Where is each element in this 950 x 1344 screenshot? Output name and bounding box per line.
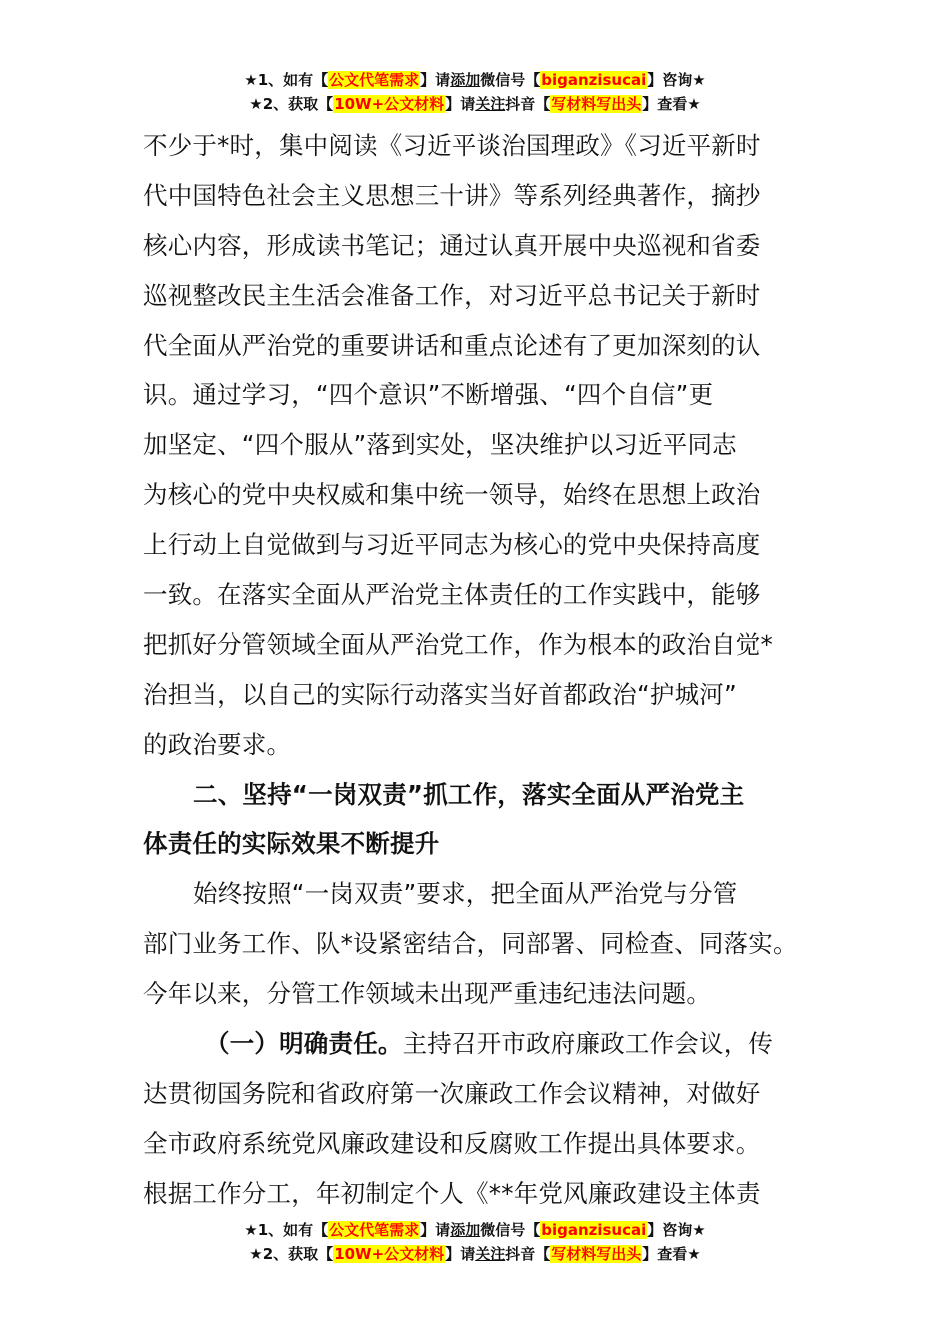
banner-line-2: ★2、获取【10W+公文材料】请关注抖音【写材料写出头】查看★ — [249, 95, 701, 113]
subsection-title: （一）明确责任。 — [205, 1029, 403, 1059]
highlight-douyin: 写材料写出头 — [551, 1245, 642, 1263]
body-line: 治担当，以自己的实际行动落实当好首都政治“护城河” — [143, 679, 737, 709]
body-line: 巡视整改民主生活会准备工作，对习近平总书记关于新时 — [143, 280, 761, 310]
highlight-service: 公文代笔需求 — [329, 1221, 420, 1239]
section-heading-cont: 体责任的实际效果不断提升 — [143, 829, 440, 859]
paragraph-line: 始终按照“一岗双责”要求，把全面从严治党与分管 — [193, 879, 738, 909]
body-line: 一致。在落实全面从严治党主体责任的工作实践中，能够 — [143, 580, 761, 610]
paragraph-line: 根据工作分工，年初制定个人《**年党风廉政建设主体责 — [143, 1178, 761, 1208]
body-line: 代全面从严治党的重要讲话和重点论述有了更加深刻的认 — [143, 330, 761, 360]
banner-line-1: ★1、如有【公文代笔需求】请添加微信号【biganzisucai】咨询★ — [244, 71, 706, 89]
body-line: 不少于*时，集中阅读《习近平谈治国理政》《习近平新时 — [143, 131, 761, 160]
subsection-text: 主持召开市政府廉政工作会议，传 — [402, 1029, 774, 1059]
highlight-service: 公文代笔需求 — [329, 71, 420, 89]
body-line: 为核心的党中央权威和集中统一领导，始终在思想上政治 — [143, 480, 761, 510]
footer-banner — [0, 1218, 950, 1266]
document-body — [143, 121, 823, 1219]
section-heading: 二、坚持“一岗双责”抓工作，落实全面从严治党主 — [193, 779, 745, 809]
paragraph-line: 达贯彻国务院和省政府第一次廉政工作会议精神，对做好 — [143, 1078, 761, 1108]
highlight-materials: 10W+公文材料 — [334, 95, 445, 113]
body-line: 把抓好分管领域全面从严治党工作，作为根本的政治自觉* — [143, 629, 773, 659]
body-line: 加坚定、“四个服从”落到实处，坚决维护以习近平同志 — [143, 430, 737, 460]
banner-line-2: ★2、获取【10W+公文材料】请关注抖音【写材料写出头】查看★ — [249, 1245, 701, 1263]
body-line: 代中国特色社会主义思想三十讲》等系列经典著作，摘抄 — [143, 180, 761, 210]
paragraph-line: 今年以来，分管工作领域未出现严重违纪违法问题。 — [143, 979, 712, 1009]
highlight-materials: 10W+公文材料 — [334, 1245, 445, 1263]
paragraph-line: 部门业务工作、队*设紧密结合，同部署、同检查、同落实。 — [143, 929, 798, 959]
subsection-line — [143, 1019, 823, 1069]
paragraph-line: 全市政府系统党风廉政建设和反腐败工作提出具体要求。 — [143, 1128, 761, 1158]
body-line: 核心内容，形成读书笔记；通过认真开展中央巡视和省委 — [143, 230, 761, 260]
header-banner — [0, 68, 950, 116]
body-line: 上行动上自觉做到与习近平同志为核心的党中央保持高度 — [143, 530, 761, 560]
body-line: 的政治要求。 — [143, 729, 292, 759]
highlight-douyin: 写材料写出头 — [551, 95, 642, 113]
banner-line-1: ★1、如有【公文代笔需求】请添加微信号【biganzisucai】咨询★ — [244, 1221, 706, 1239]
highlight-wechat-id: biganzisucai — [541, 71, 647, 89]
highlight-wechat-id: biganzisucai — [541, 1221, 647, 1239]
body-line: 识。通过学习，“四个意识”不断增强、“四个自信”更 — [143, 380, 714, 410]
